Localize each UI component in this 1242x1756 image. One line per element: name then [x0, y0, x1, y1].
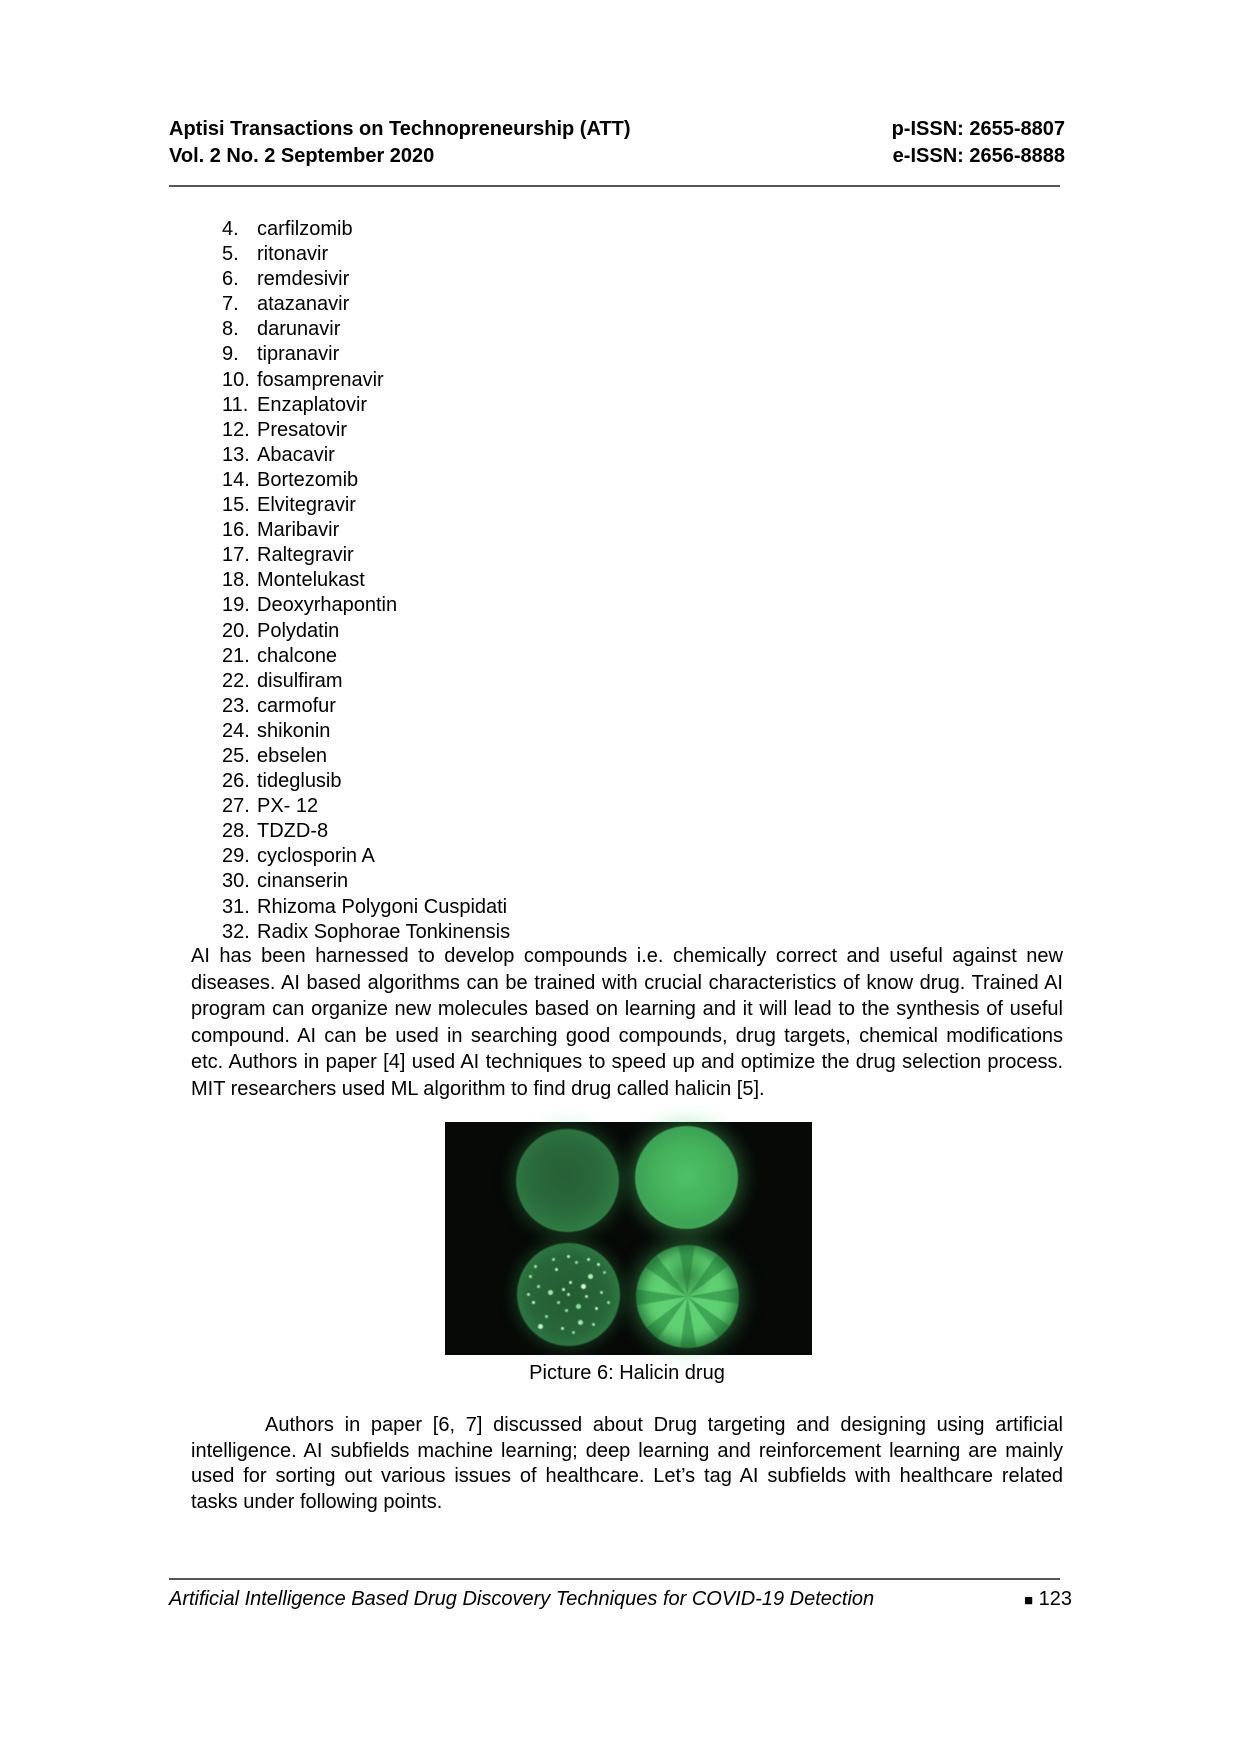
- drug-number: 5.: [222, 243, 239, 266]
- petri-dish-top-right: [635, 1126, 738, 1229]
- header-rule: [169, 185, 1060, 187]
- page-number: 123: [1038, 1588, 1072, 1610]
- drug-list-item: [222, 769, 510, 794]
- drug-number: 27.: [222, 795, 250, 818]
- drug-name: Abacavir: [257, 443, 335, 466]
- drug-name: cinanserin: [257, 870, 349, 893]
- journal-volume: Vol. 2 No. 2 September 2020: [169, 145, 435, 167]
- drug-number: 20.: [222, 619, 250, 642]
- petri-dish-image: [445, 1122, 812, 1355]
- drug-number: 9.: [222, 343, 239, 366]
- drug-name: carmofur: [257, 694, 336, 717]
- drug-number: 22.: [222, 669, 250, 692]
- drug-list-item: [222, 543, 510, 568]
- drug-list-item: [222, 593, 510, 618]
- drug-name: disulfiram: [257, 669, 343, 692]
- drug-list-item: [222, 568, 510, 593]
- paragraph-authors: Authors in paper [6, 7] discussed about Drug targeting and designing using artificial intelligence. AI subfields machine learning; deep learning and reinforcement learning are mainly used for sorting out various issues of healthcare. Let’s tag AI subfields with healthcare related tasks under following points.: [191, 1414, 1063, 1513]
- drug-list: [222, 217, 510, 945]
- drug-number: 15.: [222, 494, 250, 517]
- drug-name: Raltegravir: [257, 544, 354, 567]
- drug-list-item: [222, 644, 510, 669]
- drug-number: 31.: [222, 895, 250, 918]
- page-header: [169, 116, 1065, 170]
- drug-name: Montelukast: [257, 569, 365, 592]
- drug-list-item: [222, 819, 510, 844]
- petri-dish-bottom-right: [636, 1245, 739, 1348]
- drug-name: atazanavir: [257, 293, 350, 316]
- drug-name: cyclosporin A: [257, 845, 375, 868]
- drug-name: remdesivir: [257, 268, 350, 291]
- drug-number: 10.: [222, 368, 250, 391]
- page-marker-square: ■: [1024, 1592, 1034, 1609]
- drug-name: Deoxyrhapontin: [257, 594, 398, 617]
- drug-number: 4.: [222, 218, 239, 240]
- drug-name: Presatovir: [257, 418, 348, 441]
- drug-name: TDZD-8: [257, 820, 329, 843]
- drug-name: Enzaplatovir: [257, 393, 368, 416]
- drug-number: 7.: [222, 293, 239, 316]
- drug-name: Polydatin: [257, 619, 340, 642]
- drug-number: 17.: [222, 544, 250, 567]
- drug-list-item: [222, 217, 510, 242]
- drug-number: 26.: [222, 770, 250, 793]
- drug-name: Elvitegravir: [257, 494, 356, 517]
- drug-list-item: [222, 719, 510, 744]
- drug-number: 13.: [222, 443, 250, 466]
- paragraph-ai-compounds: AI has been harnessed to develop compounds i.e. chemically correct and useful against new diseases. AI based algorithms can be trained with crucial characteristics of know drug. Trained AI program can organize new molecules based on learning and it will lead to the synthesis of useful compound. AI can be used in searching good compounds, drug targets, chemical modifications etc. Authors in paper [4] used AI techniques to speed up and optimize the drug selection process. MIT researchers used ML algorithm to find drug called halicin [5].: [191, 945, 1063, 1100]
- drug-list-item: [222, 493, 510, 518]
- drug-list-item: [222, 669, 510, 694]
- petri-dish-bottom-left: [517, 1243, 620, 1346]
- drug-name: chalcone: [257, 644, 338, 667]
- drug-name: Maribavir: [257, 519, 340, 542]
- drug-list-item: [222, 292, 510, 317]
- drug-number: 18.: [222, 569, 250, 592]
- drug-number: 25.: [222, 744, 250, 767]
- drug-number: 30.: [222, 870, 250, 893]
- drug-name: shikonin: [257, 719, 331, 742]
- drug-number: 19.: [222, 594, 250, 617]
- footer-rule: [169, 1578, 1060, 1580]
- drug-list-item: [222, 342, 510, 367]
- drug-list-item: [222, 368, 510, 393]
- drug-list-item: [222, 317, 510, 342]
- drug-name: carfilzomib: [257, 218, 353, 240]
- drug-list-item: [222, 869, 510, 894]
- p-issn: p-ISSN: 2655-8807: [891, 118, 1065, 140]
- drug-list-item: [222, 418, 510, 443]
- drug-list-item: [222, 242, 510, 267]
- drug-number: 28.: [222, 820, 250, 843]
- colony-speckles: [567, 1293, 570, 1296]
- petri-dish-top-left: [516, 1129, 619, 1232]
- figure-caption: Picture 6: Halicin drug: [529, 1362, 725, 1384]
- drug-list-item: [222, 518, 510, 543]
- drug-list-item: [222, 744, 510, 769]
- drug-number: 29.: [222, 845, 250, 868]
- footer-page: [1024, 1588, 1072, 1611]
- journal-title: Aptisi Transactions on Technopreneurship (ATT): [169, 118, 631, 140]
- drug-name: darunavir: [257, 318, 341, 341]
- drug-list-item: [222, 794, 510, 819]
- drug-name: PX- 12: [257, 795, 319, 818]
- drug-number: 14.: [222, 468, 250, 491]
- drug-list-item: [222, 393, 510, 418]
- drug-name: Radix Sophorae Tonkinensis: [257, 920, 511, 943]
- drug-list-item: [222, 267, 510, 292]
- drug-number: 8.: [222, 318, 239, 341]
- drug-number: 16.: [222, 519, 250, 542]
- drug-number: 12.: [222, 418, 250, 441]
- drug-list-item: [222, 468, 510, 493]
- drug-name: fosamprenavir: [257, 368, 384, 391]
- header-left: [169, 116, 631, 170]
- e-issn: e-ISSN: 2656-8888: [892, 145, 1065, 167]
- drug-number: 6.: [222, 268, 239, 291]
- footer-running-title: Artificial Intelligence Based Drug Discovery Techniques for COVID-19 Detection: [169, 1588, 875, 1610]
- drug-number: 21.: [222, 644, 250, 667]
- drug-number: 11.: [222, 393, 249, 416]
- drug-list-item: [222, 844, 510, 869]
- drug-number: 23.: [222, 694, 250, 717]
- drug-name: ebselen: [257, 744, 328, 767]
- page-footer: [169, 1588, 1072, 1611]
- drug-number: 32.: [222, 920, 250, 943]
- header-right: [892, 116, 1065, 170]
- drug-number: 24.: [222, 719, 250, 742]
- drug-list-item: [222, 443, 510, 468]
- drug-name: Rhizoma Polygoni Cuspidati: [257, 895, 508, 918]
- drug-name: tipranavir: [257, 343, 340, 366]
- drug-name: tideglusib: [257, 770, 342, 793]
- drug-list-item: [222, 920, 510, 945]
- drug-list-item: [222, 694, 510, 719]
- drug-list-item: [222, 895, 510, 920]
- drug-name: ritonavir: [257, 243, 329, 266]
- drug-name: Bortezomib: [257, 468, 359, 491]
- drug-list-item: [222, 619, 510, 644]
